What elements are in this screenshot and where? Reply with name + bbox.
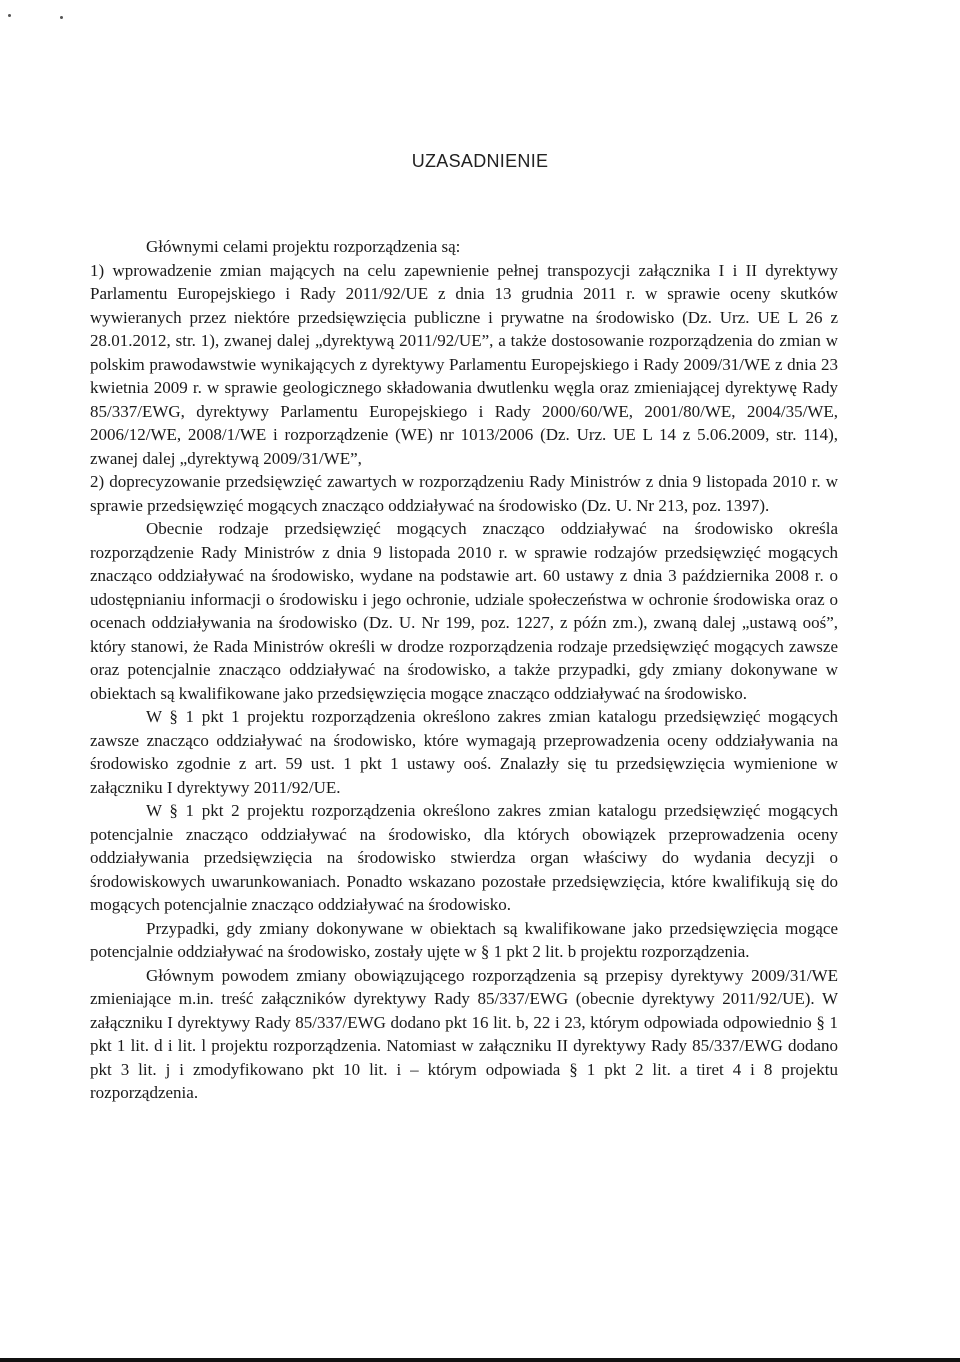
paragraph-pkt-1: W § 1 pkt 1 projektu rozporządzenia określono zakres zmian katalogu przedsięwzięć mogących zawsze znacząco oddziaływać na środowisko, które wymagają przeprowadzenia oceny oddziaływania na środowisko zgodnie z art. 59 ust. 1 pkt 1 ustawy ooś. Znalazły się tu przedsięwzięcia wymienione w załączniku I dyrektywy 2011/92/UE. (90, 707, 838, 797)
paragraph-point-1: 1) wprowadzenie zmian mających na celu zapewnienie pełnej transpozycji załącznika I i II dyrektywy Parlamentu Europejskiego i Rady 2011/92/UE z dnia 13 grudnia 2011 r. w sprawie oceny skutków wywieranych przez niektóre przedsięwzięcia publiczne i prywatne na środowisko (Dz. Urz. UE L 26 z 28.01.2012, str. 1), zwanej dalej „dyrektywą 2011/92/UE”, a także dostosowanie rozporządzenia do zmian w polskim prawodawstwie wynikających z dyrektywy Parlamentu Europejskiego i Rady 2009/31/WE z dnia 23 kwietnia 2009 r. w sprawie geologicznego składowania dwutlenku węgla oraz zmieniającej dyrektywę Rady 85/337/EWG, dyrektywy Parlamentu Europejskiego i Rady 2000/60/WE, 2001/80/WE, 2004/35/WE, 2006/12/WE, 2008/1/WE i rozporządzenie (WE) nr 1013/2006 (Dz. Urz. UE L 14 z 5.06.2009, str. 114), zwanej dalej „dyrektywą 2009/31/WE”, (90, 260, 838, 468)
paragraph-intro: Głównymi celami projektu rozporządzenia są: (146, 237, 461, 256)
scan-bottom-edge (0, 1358, 960, 1362)
document-title: UZASADNIENIE (411, 151, 549, 171)
paragraph-point-2: 2) doprecyzowanie przedsięwzięć zawartych w rozporządzeniu Rady Ministrów z dnia 9 listopada 2010 r. w sprawie przedsięwzięć mogących znacząco oddziaływać na środowisko (Dz. U. Nr 213, poz. 1397). (90, 472, 838, 515)
paragraph-pkt-2: W § 1 pkt 2 projektu rozporządzenia określono zakres zmian katalogu przedsięwzięć mogących potencjalnie znacząco oddziaływać na środowisko, dla których obowiązek przeprowadzenia oceny oddziaływania przedsięwzięcia na środowisko stwierdza organ właściwy do wydania decyzji o środowiskowych uwarunkowaniach. Ponadto wskazano pozostałe przedsięwzięcia, które kwalifikują się do mogących potencjalnie znacząco oddziaływać na środowisko. (90, 801, 838, 914)
document-body (90, 235, 838, 1105)
paragraph-changes: Przypadki, gdy zmiany dokonywane w obiektach są kwalifikowane jako przedsięwzięcia mogące potencjalnie oddziaływać na środowisko, zostały ujęte w § 1 pkt 2 lit. b projektu rozporządzenia. (90, 918, 838, 961)
paragraph-main-reason: Głównym powodem zmiany obowiązującego rozporządzenia są przepisy dyrektywy 2009/31/WE zmieniające m.in. treść załączników dyrektywy Rady 85/337/EWG (obecnie dyrektywy 2011/92/UE). W załączniku I dyrektywy Rady 85/337/EWG dodano pkt 16 lit. b, 22 i 23, którym odpowiada odpowiednio § 1 pkt 1 lit. d i lit. l projektu rozporządzenia. Natomiast w załączniku II dyrektywy Rady 85/337/EWG dodano pkt 3 lit. j i zmodyfikowano pkt 10 lit. i – którym odpowiada § 1 pkt 2 lit. a tiret 4 i 8 projektu rozporządzenia. (90, 965, 838, 1102)
scan-speck (60, 16, 63, 19)
scan-speck (8, 14, 11, 17)
paragraph-current-law: Obecnie rodzaje przedsięwzięć mogących znacząco oddziaływać na środowisko określa rozporządzenie Rady Ministrów z dnia 9 listopada 2010 r. w sprawie rodzajów przedsięwzięć mogących znacząco oddziaływać na środowisko, wydane na podstawie art. 60 ustawy z dnia 3 października 2008 r. o udostępnianiu informacji o środowisku i jego ochronie, udziale społeczeństwa w ochronie środowiska oraz o ocenach oddziaływania na środowisko (Dz. U. Nr 199, poz. 1227, z późn zm.), zwaną dalej „ustawą ooś”, który stanowi, że Rada Ministrów określi w drodze rozporządzenia rodzaje przedsięwzięć mogących zawsze oraz potencjalnie znacząco oddziaływać na środowisko, a także przypadki, gdy zmiany dokonywane w obiektach są kwalifikowane jako przedsięwzięcia mogące znacząco oddziaływać na środowisko. (90, 519, 838, 703)
